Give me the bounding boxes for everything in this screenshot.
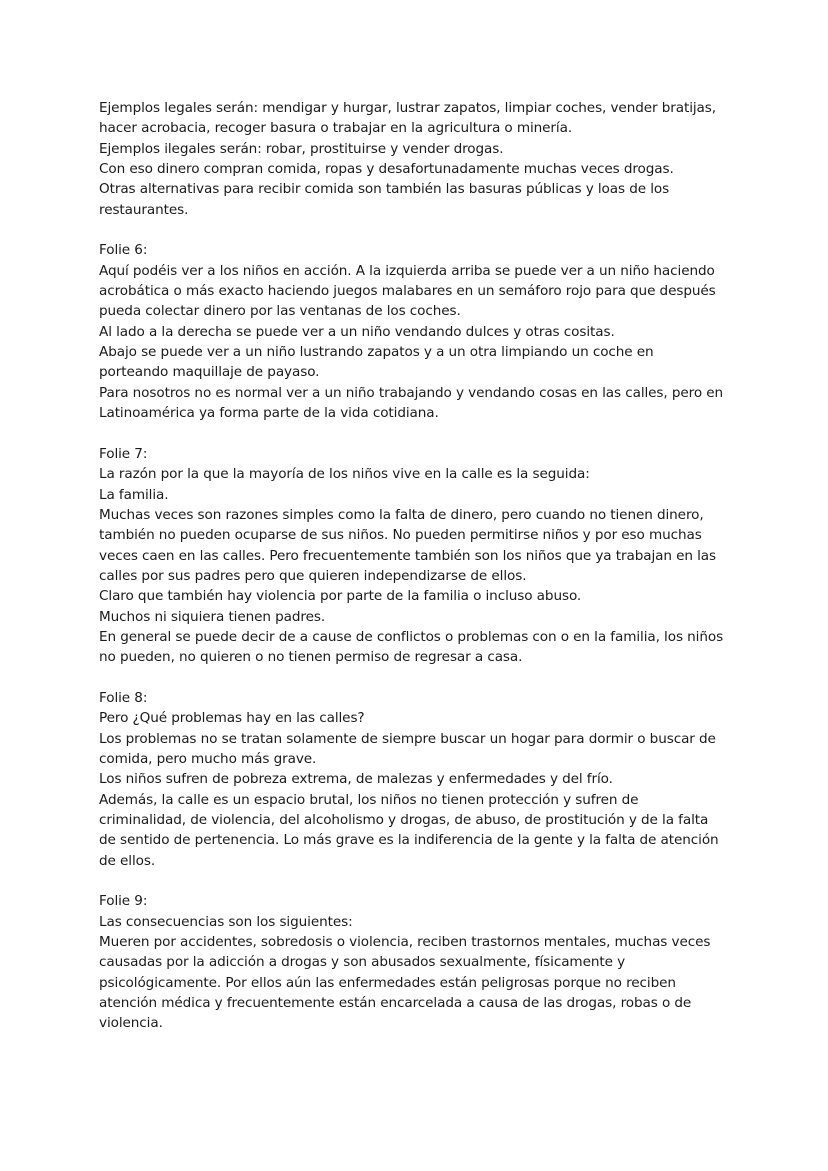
text-line: calles por sus padres pero que quieren independizarse de ellos. bbox=[99, 567, 527, 584]
text-line: porteando maquillaje de payaso. bbox=[99, 364, 320, 381]
text-line: La familia. bbox=[99, 486, 169, 503]
text-line: también no pueden ocuparse de sus niños. No pueden permitirse niños y por eso muchas bbox=[99, 527, 702, 544]
section-folie-6 bbox=[99, 240, 739, 423]
text-line: Abajo se puede ver a un niño lustrando zapatos y a un otra limpiando un coche en bbox=[99, 344, 654, 361]
text-line: Los problemas no se tratan solamente de siempre buscar un hogar para dormir o buscar de bbox=[99, 730, 716, 747]
text-line: veces caen en las calles. Pero frecuentemente también son los niños que ya trabajan en las bbox=[99, 547, 716, 564]
text-line: Ejemplos legales serán: mendigar y hurgar, lustrar zapatos, limpiar coches, vender bratijas, bbox=[99, 100, 716, 116]
text-line: atención médica y frecuentemente están encarcelada a causa de las drogas, robas o de bbox=[99, 995, 692, 1012]
text-line: Al lado a la derecha se puede ver a un niño vendando dulces y otras cositas. bbox=[99, 323, 615, 340]
text-line: Latinoamérica ya forma parte de la vida cotidiana. bbox=[99, 405, 439, 422]
section-heading: Folie 6: bbox=[99, 242, 148, 259]
text-line: criminalidad, de violencia, del alcoholismo y drogas, de abuso, de prostitución y de la falta bbox=[99, 812, 709, 829]
text-line: violencia. bbox=[99, 1015, 163, 1032]
text-line: restaurantes. bbox=[99, 201, 189, 218]
text-line: de sentido de pertenencia. Lo más grave es la indiferencia de la gente y la falta de atención bbox=[99, 832, 719, 849]
text-line: Otras alternativas para recibir comida son también las basuras públicas y loas de los bbox=[99, 181, 670, 198]
section-heading: Folie 8: bbox=[99, 689, 148, 706]
text-line: Claro que también hay violencia por parte de la familia o incluso abuso. bbox=[99, 588, 582, 605]
text-line: hacer acrobacia, recoger basura o trabajar en la agricultura o minería. bbox=[99, 120, 573, 137]
text-line: acrobática o más exacto haciendo juegos malabares en un semáforo rojo para que después bbox=[99, 283, 716, 300]
text-line: pueda colectar dinero por las ventanas de los coches. bbox=[99, 303, 461, 320]
text-line: Muchos ni siquiera tienen padres. bbox=[99, 608, 326, 625]
text-line: psicológicamente. Por ellos aún las enfermedades están peligrosas porque no reciben bbox=[99, 974, 676, 991]
text-line: no pueden, no quieren o no tienen permiso de regresar a casa. bbox=[99, 649, 523, 666]
section-folie-7 bbox=[99, 444, 739, 668]
section-heading: Folie 9: bbox=[99, 893, 148, 910]
section-heading: Folie 7: bbox=[99, 445, 148, 462]
text-line: Los niños sufren de pobreza extrema, de malezas y enfermedades y del frío. bbox=[99, 771, 613, 788]
text-line: La razón por la que la mayoría de los niños vive en la calle es la seguida: bbox=[99, 466, 590, 483]
text-line: Con eso dinero compran comida, ropas y desafortunadamente muchas veces drogas. bbox=[99, 161, 674, 178]
text-line: Además, la calle es un espacio brutal, los niños no tienen protección y sufren de bbox=[99, 791, 639, 808]
text-line: de ellos. bbox=[99, 852, 156, 869]
text-line: Mueren por accidentes, sobredosis o violencia, reciben trastornos mentales, muchas veces bbox=[99, 934, 711, 951]
text-line: Para nosotros no es normal ver a un niño trabajando y vendando cosas en las calles, pero en bbox=[99, 384, 724, 401]
section-folie-9 bbox=[99, 891, 739, 1033]
text-line: Las consecuencias son los siguientes: bbox=[99, 913, 353, 930]
text-line: Aquí podéis ver a los niños en acción. A la izquierda arriba se puede ver a un niño haciendo bbox=[99, 262, 715, 279]
text-line: Muchas veces son razones simples como la falta de dinero, pero cuando no tienen dinero, bbox=[99, 506, 704, 523]
section-folie-8 bbox=[99, 688, 739, 871]
paragraph-examples bbox=[99, 98, 739, 220]
text-line: Pero ¿Qué problemas hay en las calles? bbox=[99, 710, 365, 727]
text-line: En general se puede decir de a cause de conflictos o problemas con o en la familia, los niños bbox=[99, 628, 724, 645]
text-line: comida, pero mucho más grave. bbox=[99, 751, 317, 767]
text-line: causadas por la adicción a drogas y son abusados sexualmente, físicamente y bbox=[99, 954, 626, 971]
document-page bbox=[99, 98, 739, 1054]
text-line: Ejemplos ilegales serán: robar, prostituirse y vender drogas. bbox=[99, 140, 504, 157]
